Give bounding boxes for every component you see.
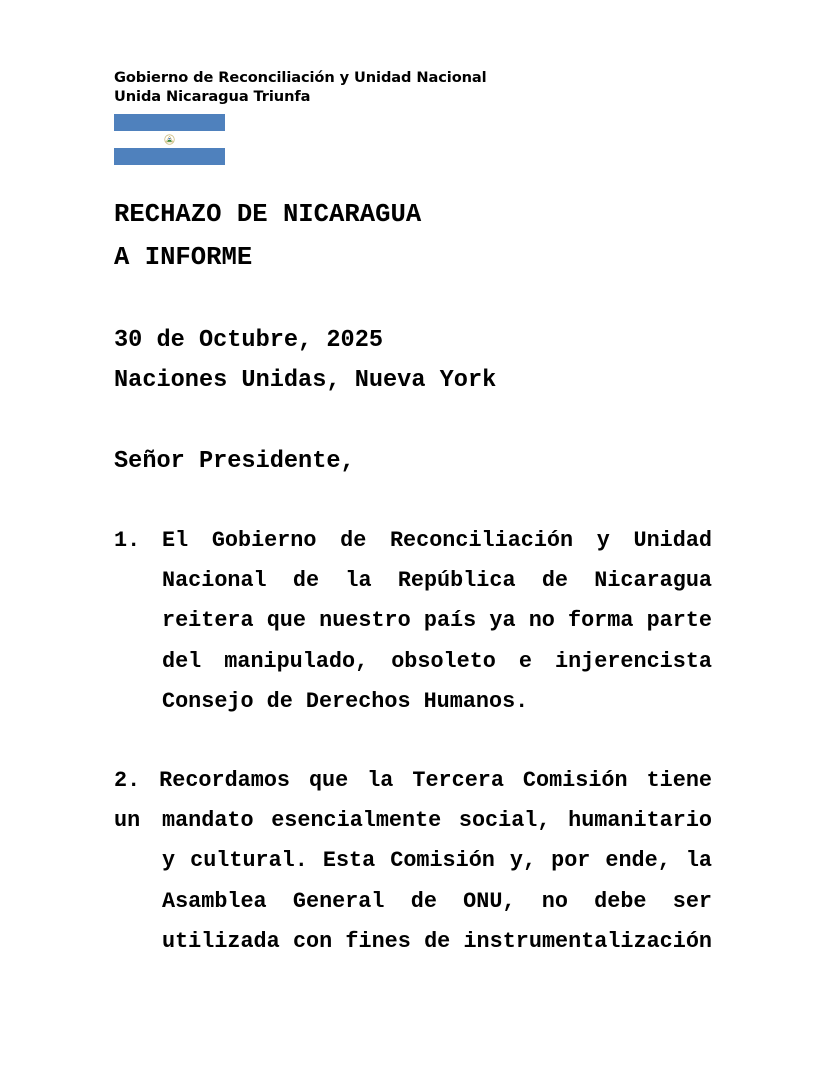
flag-middle-stripe xyxy=(114,131,225,148)
paragraph-line: del manipulado, obsoleto e injerencista xyxy=(162,648,712,674)
paragraph-line: Consejo de Derechos Humanos. xyxy=(162,688,529,714)
coat-of-arms-icon xyxy=(164,134,175,145)
document-date: 30 de Octubre, 2025 xyxy=(114,327,384,354)
salutation: Señor Presidente, xyxy=(114,448,355,475)
document-location: Naciones Unidas, Nueva York xyxy=(114,367,497,394)
paragraph-line: Nacional de la República de Nicaragua xyxy=(162,568,712,594)
numbered-paragraph-1 xyxy=(114,521,712,722)
letterhead xyxy=(114,68,487,106)
document-title-line-1: RECHAZO DE NICARAGUA xyxy=(114,200,422,229)
letterhead-government-name: Gobierno de Reconciliación y Unidad Nacional xyxy=(114,69,487,86)
nicaragua-flag-icon xyxy=(114,114,225,165)
document-title-line-2: A INFORME xyxy=(114,243,253,272)
flag-bottom-stripe xyxy=(114,148,225,165)
paragraph-number: 2. xyxy=(114,768,141,793)
paragraph-line: Asamblea General de ONU, no debe ser xyxy=(162,888,712,914)
paragraph-line: y cultural. Esta Comisión y, por ende, la xyxy=(162,848,712,874)
paragraph-line: Recordamos que la Tercera Comisión tiene un xyxy=(114,768,712,834)
numbered-paragraph-2 xyxy=(114,761,712,962)
paragraph-line: utilizada con fines de instrumentalización xyxy=(162,928,712,954)
paragraph-number: 1. xyxy=(114,528,141,553)
paragraph-line: El Gobierno de Reconciliación y Unidad xyxy=(162,528,712,553)
letterhead-slogan: Unida Nicaragua Triunfa xyxy=(114,88,311,105)
paragraph-line: mandato esencialmente social, humanitario xyxy=(162,808,712,834)
flag-top-stripe xyxy=(114,114,225,131)
paragraph-line: reitera que nuestro país ya no forma parte xyxy=(162,608,712,634)
